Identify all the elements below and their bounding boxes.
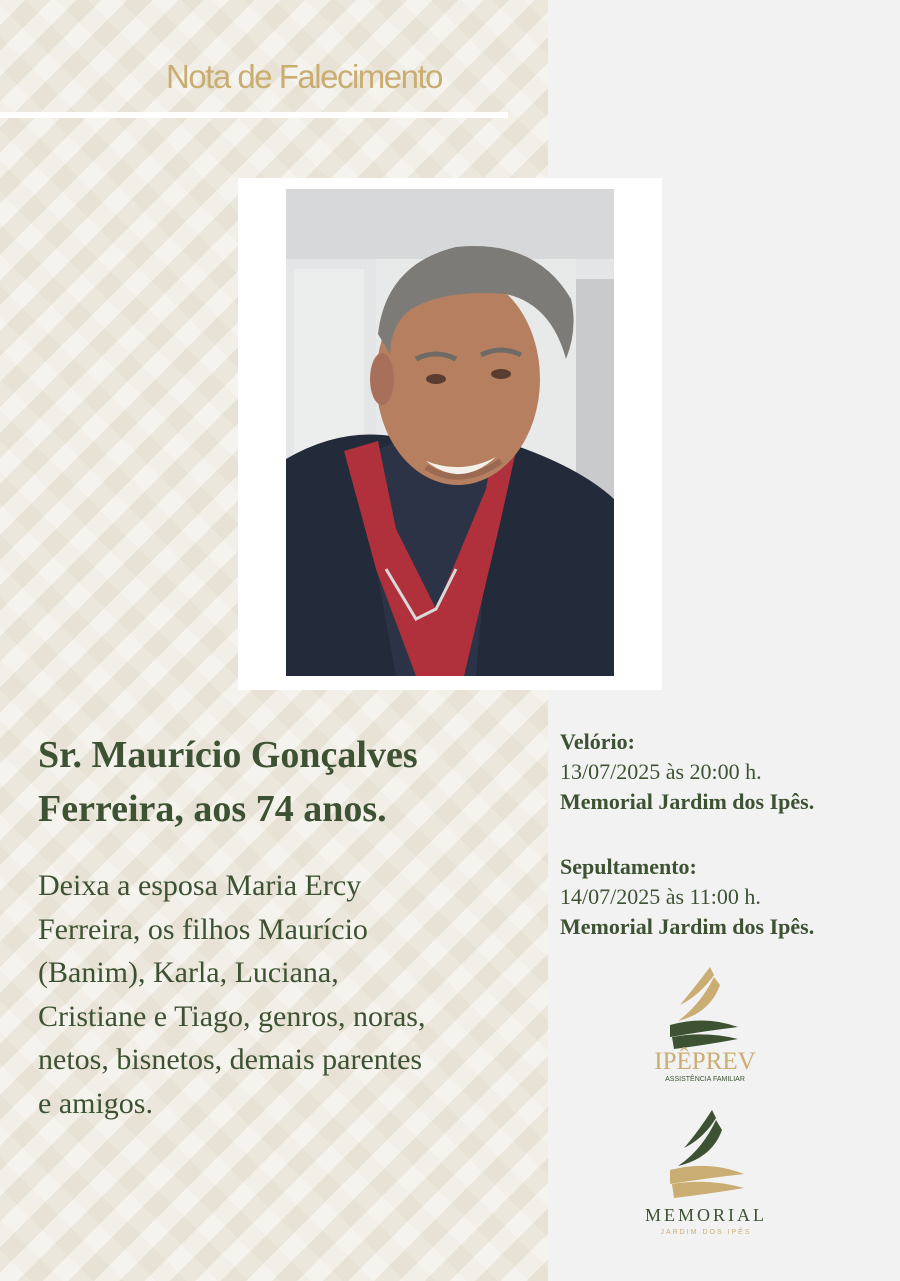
- page-title: Nota de Falecimento: [166, 58, 442, 95]
- sepultamento-place: Memorial Jardim dos Ipês.: [560, 914, 815, 939]
- sepultamento-info: [560, 852, 890, 942]
- family-line: Ferreira, os filhos Maurício: [38, 912, 368, 946]
- deceased-name: [38, 728, 538, 836]
- velorio-datetime: 13/07/2025 às 20:00 h.: [560, 759, 762, 784]
- memorial-tagline: JARDIM DOS IPÊS: [660, 1229, 752, 1236]
- memorial-wordmark: MEMORIAL: [645, 1205, 767, 1225]
- sepultamento-label: Sepultamento:: [560, 854, 697, 879]
- memorial-logo: [628, 1108, 784, 1238]
- velorio-info: [560, 727, 890, 817]
- family-line: e amigos.: [38, 1086, 153, 1120]
- name-line: Sr. Maurício Gonçalves: [38, 734, 418, 776]
- portrait-photo: [286, 189, 614, 676]
- family-message: [38, 864, 538, 1125]
- family-line: (Banim), Karla, Luciana,: [38, 956, 339, 989]
- family-line: Cristiane e Tiago, genros, noras,: [38, 999, 426, 1033]
- family-line: netos, bisnetos, demais parentes: [38, 1043, 423, 1076]
- header-divider: [0, 112, 508, 118]
- velorio-label: Velório:: [560, 729, 635, 754]
- ipeprev-logo: [640, 965, 770, 1085]
- ipeprev-tagline: ASSISTÊNCIA FAMILIAR: [665, 1076, 745, 1083]
- name-line: Ferreira, aos 74 anos.: [38, 788, 387, 830]
- sepultamento-datetime: 14/07/2025 às 11:00 h.: [560, 884, 761, 909]
- ipeprev-wordmark: IPÊPREV: [654, 1048, 756, 1075]
- velorio-place: Memorial Jardim dos Ipês.: [560, 789, 815, 814]
- family-line: Deixa a esposa Maria Ercy: [38, 869, 362, 902]
